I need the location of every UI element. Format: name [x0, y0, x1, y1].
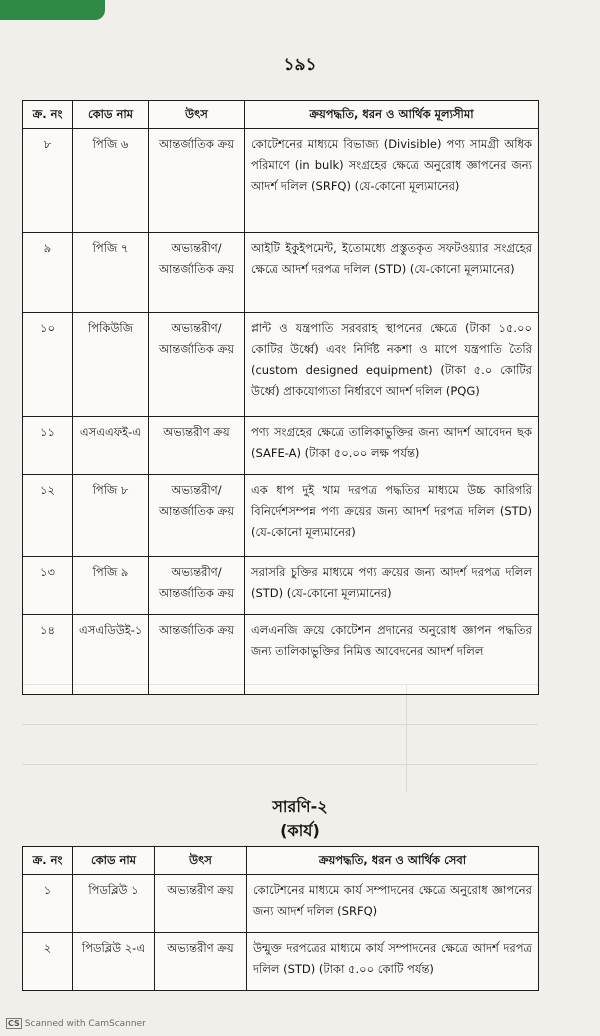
scanner-watermark-text: Scanned with CamScanner — [24, 1018, 146, 1029]
table-row — [23, 233, 539, 313]
table-row — [23, 615, 539, 695]
row-serial: ২ — [23, 933, 73, 991]
row-serial: ১ — [23, 875, 73, 933]
table-caption-subtitle: (কার্য) — [280, 821, 320, 840]
header-method: ক্রয়পদ্ধতি, ধরন ও আর্থিক মূল্যসীমা — [245, 101, 539, 129]
table-row — [23, 129, 539, 233]
row-description: এলএনজি ক্রয়ে কোটেশন প্রদানের অনুরোধ জ্ঞাপন পদ্ধতির জন্য তালিকাভুক্তির নিমিত্ত আবেদনের আদর্শ দলিল — [245, 615, 539, 695]
row-code: পিকিউজি — [73, 313, 149, 417]
header-serial: ক্র. নং — [23, 101, 73, 129]
row-serial: ১১ — [23, 417, 73, 475]
header-serial: ক্র. নং — [23, 847, 73, 875]
row-source: অভ্যন্তরীণ/ আন্তর্জাতিক ক্রয় — [149, 557, 245, 615]
row-code: পিজি ৯ — [73, 557, 149, 615]
row-description: পণ্য সংগ্রহের ক্ষেত্রে তালিকাভুক্তির জন্য আদর্শ আবেদন ছক (SAFE-A) (টাকা ৫০.০০ লক্ষ পর্যন্ত) — [245, 417, 539, 475]
row-description: এক ধাপ দুই খাম দরপত্র পদ্ধতির মাধ্যমে উচ্চ কারিগরি বিনির্দেশসম্পন্ন পণ্য ক্রয়ের জন্য আদর্শ দরপত্র দলিল (STD) (যে-কোনো মূল্যমানের) — [245, 475, 539, 557]
row-source: অভ্যন্তরীণ ক্রয় — [155, 933, 247, 991]
row-description: আইটি ইকুইপমেন্ট, ইতোমধ্যে প্রস্তুতকৃত সফটওয়্যার সংগ্রহের ক্ষেত্রে আদর্শ দরপত্র দলিল (STD) (যে-কোনো মূল্যমানের) — [245, 233, 539, 313]
row-code: পিজি ৮ — [73, 475, 149, 557]
bleed-through-texture — [22, 684, 538, 792]
row-serial: ১৪ — [23, 615, 73, 695]
row-serial: ৮ — [23, 129, 73, 233]
table-caption-title: সারণি-২ — [272, 797, 328, 816]
row-description: কোটেশনের মাধ্যমে কার্য সম্পাদনের ক্ষেত্রে অনুরোধ জ্ঞাপনের জন্য আদর্শ দলিল (SRFQ) — [247, 875, 539, 933]
header-method: ক্রয়পদ্ধতি, ধরন ও আর্থিক সেবা — [247, 847, 539, 875]
row-description: প্লান্ট ও যন্ত্রপাতি সরবরাহ স্থাপনের ক্ষেত্রে (টাকা ১৫.০০ কোটির উর্ধ্বে) এবং নির্দিষ্ট নকশা ও মাপে যন্ত্রপাতি তৈরি (custom designed equipment) (টাকা ৫.০ কোটির উর্ধ্বে) প্রাকযোগ্যতা নির্ধারণে আদর্শ দলিল (PQG) — [245, 313, 539, 417]
row-source: অভ্যন্তরীণ ক্রয় — [155, 875, 247, 933]
table-header-row — [23, 101, 539, 129]
header-code: কোড নাম — [73, 847, 155, 875]
header-source: উৎস — [155, 847, 247, 875]
row-source: আন্তর্জাতিক ক্রয় — [149, 129, 245, 233]
table-header-row — [23, 847, 539, 875]
row-serial: ১২ — [23, 475, 73, 557]
row-code: পিডব্লিউ ১ — [73, 875, 155, 933]
row-source: অভ্যন্তরীণ ক্রয় — [149, 417, 245, 475]
row-code: পিজি ৭ — [73, 233, 149, 313]
row-serial: ১৩ — [23, 557, 73, 615]
row-source: অভ্যন্তরীণ/ আন্তর্জাতিক ক্রয় — [149, 475, 245, 557]
row-code: পিডব্লিউ ২-এ — [73, 933, 155, 991]
table-row — [23, 557, 539, 615]
row-source: অভ্যন্তরীণ/ আন্তর্জাতিক ক্রয় — [149, 233, 245, 313]
row-serial: ১০ — [23, 313, 73, 417]
camscanner-logo-icon: CS — [8, 1019, 20, 1028]
row-source: অভ্যন্তরীণ/ আন্তর্জাতিক ক্রয় — [149, 313, 245, 417]
procurement-table-goods — [22, 100, 539, 695]
page-corner-tab — [0, 0, 105, 20]
row-description: সরাসরি চুক্তির মাধ্যমে পণ্য ক্রয়ের জন্য আদর্শ দরপত্র দলিল (STD) (যে-কোনো মূল্যমানের) — [245, 557, 539, 615]
header-code: কোড নাম — [73, 101, 149, 129]
table-row — [23, 417, 539, 475]
table-row — [23, 475, 539, 557]
page-number: ১৯১ — [283, 55, 317, 75]
row-code: এসএডিউই-১ — [73, 615, 149, 695]
procurement-table-works — [22, 846, 539, 991]
header-source: উৎস — [149, 101, 245, 129]
table-row — [23, 313, 539, 417]
table-row — [23, 933, 539, 991]
row-description: উন্মুক্ত দরপত্রের মাধ্যমে কার্য সম্পাদনের ক্ষেত্রে আদর্শ দরপত্র দলিল (STD) (টাকা ৫.০০ কোটি পর্যন্ত) — [247, 933, 539, 991]
row-source: আন্তর্জাতিক ক্রয় — [149, 615, 245, 695]
row-code: পিজি ৬ — [73, 129, 149, 233]
row-description: কোটেশনের মাধ্যমে বিভাজ্য (Divisible) পণ্য সামগ্রী অধিক পরিমাণে (in bulk) সংগ্রহের ক্ষেত্রে অনুরোধ জ্ঞাপনের জন্য আদর্শ দলিল (SRFQ) (যে-কোনো মূল্যমানের) — [245, 129, 539, 233]
row-code: এসএএফই-এ — [73, 417, 149, 475]
scanner-watermark — [6, 1018, 146, 1029]
row-serial: ৯ — [23, 233, 73, 313]
table-row — [23, 875, 539, 933]
